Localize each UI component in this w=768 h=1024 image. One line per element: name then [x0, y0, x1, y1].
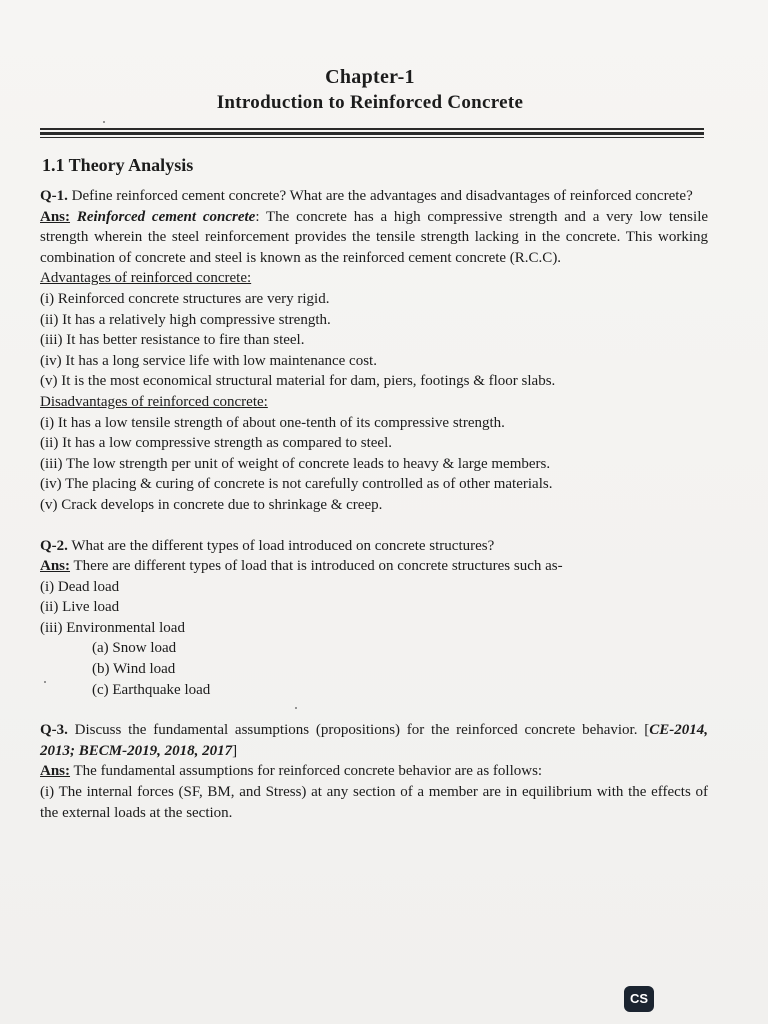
- question-3: [40, 720, 708, 761]
- question-1: [40, 186, 708, 207]
- answer-2-text: There are different types of load that is introduced on concrete structures such as-: [70, 558, 563, 575]
- question-1-label: Q-1.: [40, 188, 68, 204]
- question-3-text: Discuss the fundamental assumptions (propositions) for the reinforced concrete behavior. [: [67, 722, 650, 739]
- answer-1-text: : The concrete has a high compressive strength and a very low tensile strength wherein the steel reinforcement provides the tensile strength lacking in the concrete. This working combination of concrete and steel is known as the reinforced cement concrete (R.C.C).: [40, 208, 709, 266]
- list-item: (iv) It has a long service life with low maintenance cost.: [40, 352, 377, 369]
- answer-1-label: Ans:: [40, 208, 71, 225]
- list-item: (iii) It has better resistance to fire than steel.: [40, 332, 305, 349]
- list-item: (v) Crack develops in concrete due to shrinkage & creep.: [40, 496, 383, 513]
- answer-3-text: The fundamental assumptions for reinforced concrete behavior are as follows:: [70, 763, 543, 780]
- sub-list-item: (b) Wind load: [92, 661, 176, 678]
- list-item: (i) Reinforced concrete structures are very rigid.: [40, 290, 330, 307]
- scan-speck: [44, 681, 46, 683]
- chapter-title: Introduction to Reinforced Concrete: [216, 92, 524, 113]
- question-3-text-end: ]: [232, 742, 238, 759]
- chapter-number: Chapter-1: [325, 66, 415, 88]
- advantages-heading: Advantages of reinforced concrete:: [40, 270, 252, 287]
- question-2-text: What are the different types of load introduced on concrete structures?: [67, 537, 495, 554]
- list-item: (i) It has a low tensile strength of about one-tenth of its compressive strength.: [40, 414, 505, 431]
- answer-3-label: Ans:: [40, 763, 71, 780]
- question-2: [40, 536, 708, 557]
- list-item: (iii) The low strength per unit of weight of concrete leads to heavy & large members.: [40, 455, 551, 472]
- sub-list-item: (a) Snow load: [92, 640, 177, 657]
- answer-2-label: Ans:: [40, 558, 71, 575]
- list-item: (i) The internal forces (SF, BM, and Stress) at any section of a member are in equilibrium with the effects of the external loads at the section.: [40, 784, 708, 821]
- header-divider: [40, 128, 704, 138]
- section-heading: 1.1 Theory Analysis: [42, 155, 194, 175]
- list-item: (i) Dead load: [40, 578, 120, 595]
- scan-speck: [295, 707, 297, 709]
- answer-2: [40, 556, 708, 577]
- question-3-reference: CE-2014, 2013; BECM-2019, 2018, 2017: [40, 722, 708, 759]
- list-item: (iii) Environmental load: [40, 619, 185, 636]
- list-item: (ii) It has a relatively high compressive strength.: [40, 311, 331, 328]
- list-item: (v) It is the most economical structural material for dam, piers, footings & floor slabs.: [40, 373, 556, 390]
- sub-list-item: (c) Earthquake load: [92, 681, 211, 698]
- answer-1: [40, 207, 708, 269]
- list-item: (ii) Live load: [40, 599, 120, 616]
- question-1-text: Define reinforced cement concrete? What are the advantages and disadvantages of reinforced concrete?: [67, 188, 693, 204]
- list-item: (ii) It has a low compressive strength as compared to steel.: [40, 435, 392, 452]
- document-body: [40, 186, 708, 823]
- answer-3: [40, 761, 708, 782]
- camscanner-logo-icon: CS: [624, 986, 654, 1012]
- question-3-label: Q-3.: [40, 722, 68, 739]
- scan-speck: [103, 121, 105, 123]
- answer-1-term: Reinforced cement concrete: [76, 208, 256, 225]
- disadvantages-heading: Disadvantages of reinforced concrete:: [40, 393, 268, 410]
- question-2-label: Q-2.: [40, 537, 68, 554]
- list-item: (iv) The placing & curing of concrete is not carefully controlled as of other materials.: [40, 476, 553, 493]
